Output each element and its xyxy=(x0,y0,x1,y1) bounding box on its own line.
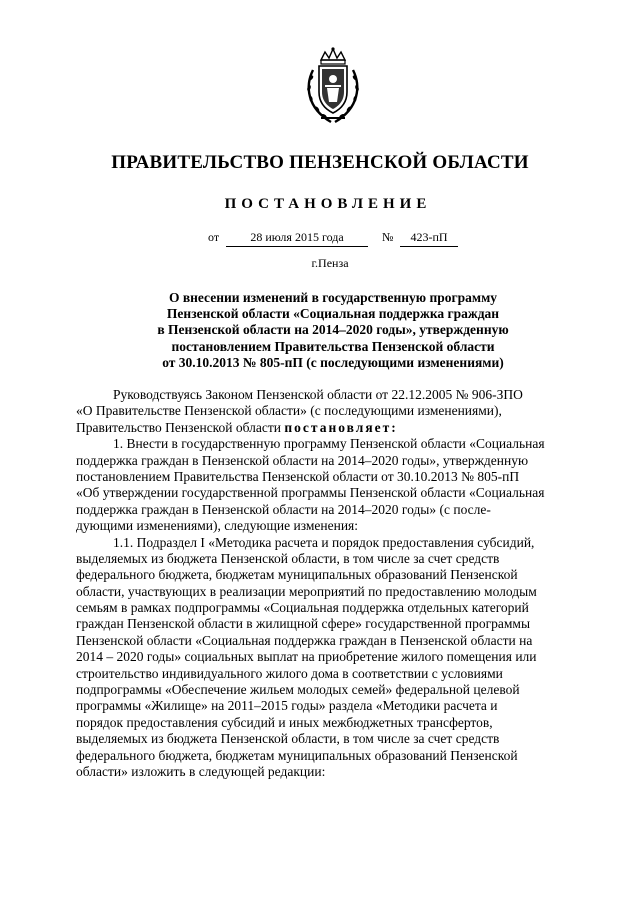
heading-line: в Пензенской области на 2014–2020 годы», утвержденную xyxy=(157,322,509,338)
government-name: ПРАВИТЕЛЬСТВО ПЕНЗЕНСКОЙ ОБЛАСТИ xyxy=(111,152,529,173)
heading-line: О внесении изменений в государственную программу xyxy=(168,290,498,305)
body-line: федерального бюджета, бюджетам муниципальных образований Пензенской xyxy=(76,567,518,583)
body-line: программы «Жилище» на 2011–2015 годы» раздела «Методики расчета и xyxy=(76,698,498,714)
body-line: федерального бюджета, бюджетам муниципальных образований Пензенской xyxy=(76,747,518,763)
heading-line: Пензенской области «Социальная поддержка граждан xyxy=(166,306,500,322)
heading-line: от 30.10.2013 № 805-пП (с последующими изменениями) xyxy=(162,354,504,370)
body-line: 1. Внести в государственную программу Пензенской области «Социальная xyxy=(113,436,545,452)
decree-verb: постановляет: xyxy=(284,419,398,435)
body-line: 1.1. Подраздел I «Методика расчета и порядок предоставления субсидий, xyxy=(113,534,535,550)
body-line: поддержка граждан в Пензенской области на 2014–2020 годы», утвержденную xyxy=(76,452,529,468)
body-line: постановлением Правительства Пензенской области от 30.10.2013 № 805-пП xyxy=(76,468,520,484)
document-body xyxy=(76,387,576,780)
number-sign: № xyxy=(382,230,394,244)
date-prefix: от xyxy=(208,230,220,244)
document-date: 28 июля 2015 года xyxy=(226,230,368,247)
body-line: дующими изменениями), следующие изменения: xyxy=(76,518,359,534)
document-heading xyxy=(90,290,576,371)
heading-line: постановлением Правительства Пензенской области xyxy=(171,338,495,354)
body-line: «Об утверждении государственной программы Пензенской области «Социальная xyxy=(76,485,545,501)
body-line: 2014 – 2020 годы» социальных выплат на приобретение жилого помещения или xyxy=(76,649,537,665)
body-line: поддержка граждан в Пензенской области на 2014–2020 годы» (с после- xyxy=(76,501,491,517)
body-line-text: Правительство Пензенской области xyxy=(76,419,282,435)
body-line: выделяемых из бюджета Пензенской области, в том числе за счет средств xyxy=(76,550,500,566)
date-number-line xyxy=(200,230,500,248)
body-line: граждан Пензенской области в жилищной сфере» государственной программы xyxy=(76,616,531,632)
body-line: Пензенской области «Социальная поддержка граждан в Пензенской области на xyxy=(76,632,533,648)
body-line: Руководствуясь Законом Пензенской области от 22.12.2005 № 906-ЗПО xyxy=(113,387,523,402)
coat-of-arms-emblem xyxy=(303,46,363,126)
body-line: порядок предоставления субсидий и иных межбюджетных трансфертов, xyxy=(76,714,493,730)
body-line: области, участвующих в реализации мероприятий по предоставлению молодым xyxy=(76,583,537,599)
body-line: подпрограммы «Обеспечение жильем молодых семей» федеральной целевой xyxy=(76,682,520,698)
body-line: строительство индивидуального жилого дома в соответствии с условиями xyxy=(76,665,503,681)
body-line: области» изложить в следующей редакции: xyxy=(76,763,326,779)
body-line: выделяемых из бюджета Пензенской области, в том числе за счет средств xyxy=(76,731,500,747)
body-line: семьям в рамках подпрограммы «Социальная поддержка отдельных категорий xyxy=(76,600,529,616)
body-line xyxy=(76,420,576,436)
city: г.Пенза xyxy=(311,256,349,270)
document-number: 423-пП xyxy=(400,230,458,247)
body-line: «О Правительстве Пензенской области» (с последующими изменениями), xyxy=(76,403,502,419)
document-type: ПОСТАНОВЛЕНИЕ xyxy=(224,196,432,212)
